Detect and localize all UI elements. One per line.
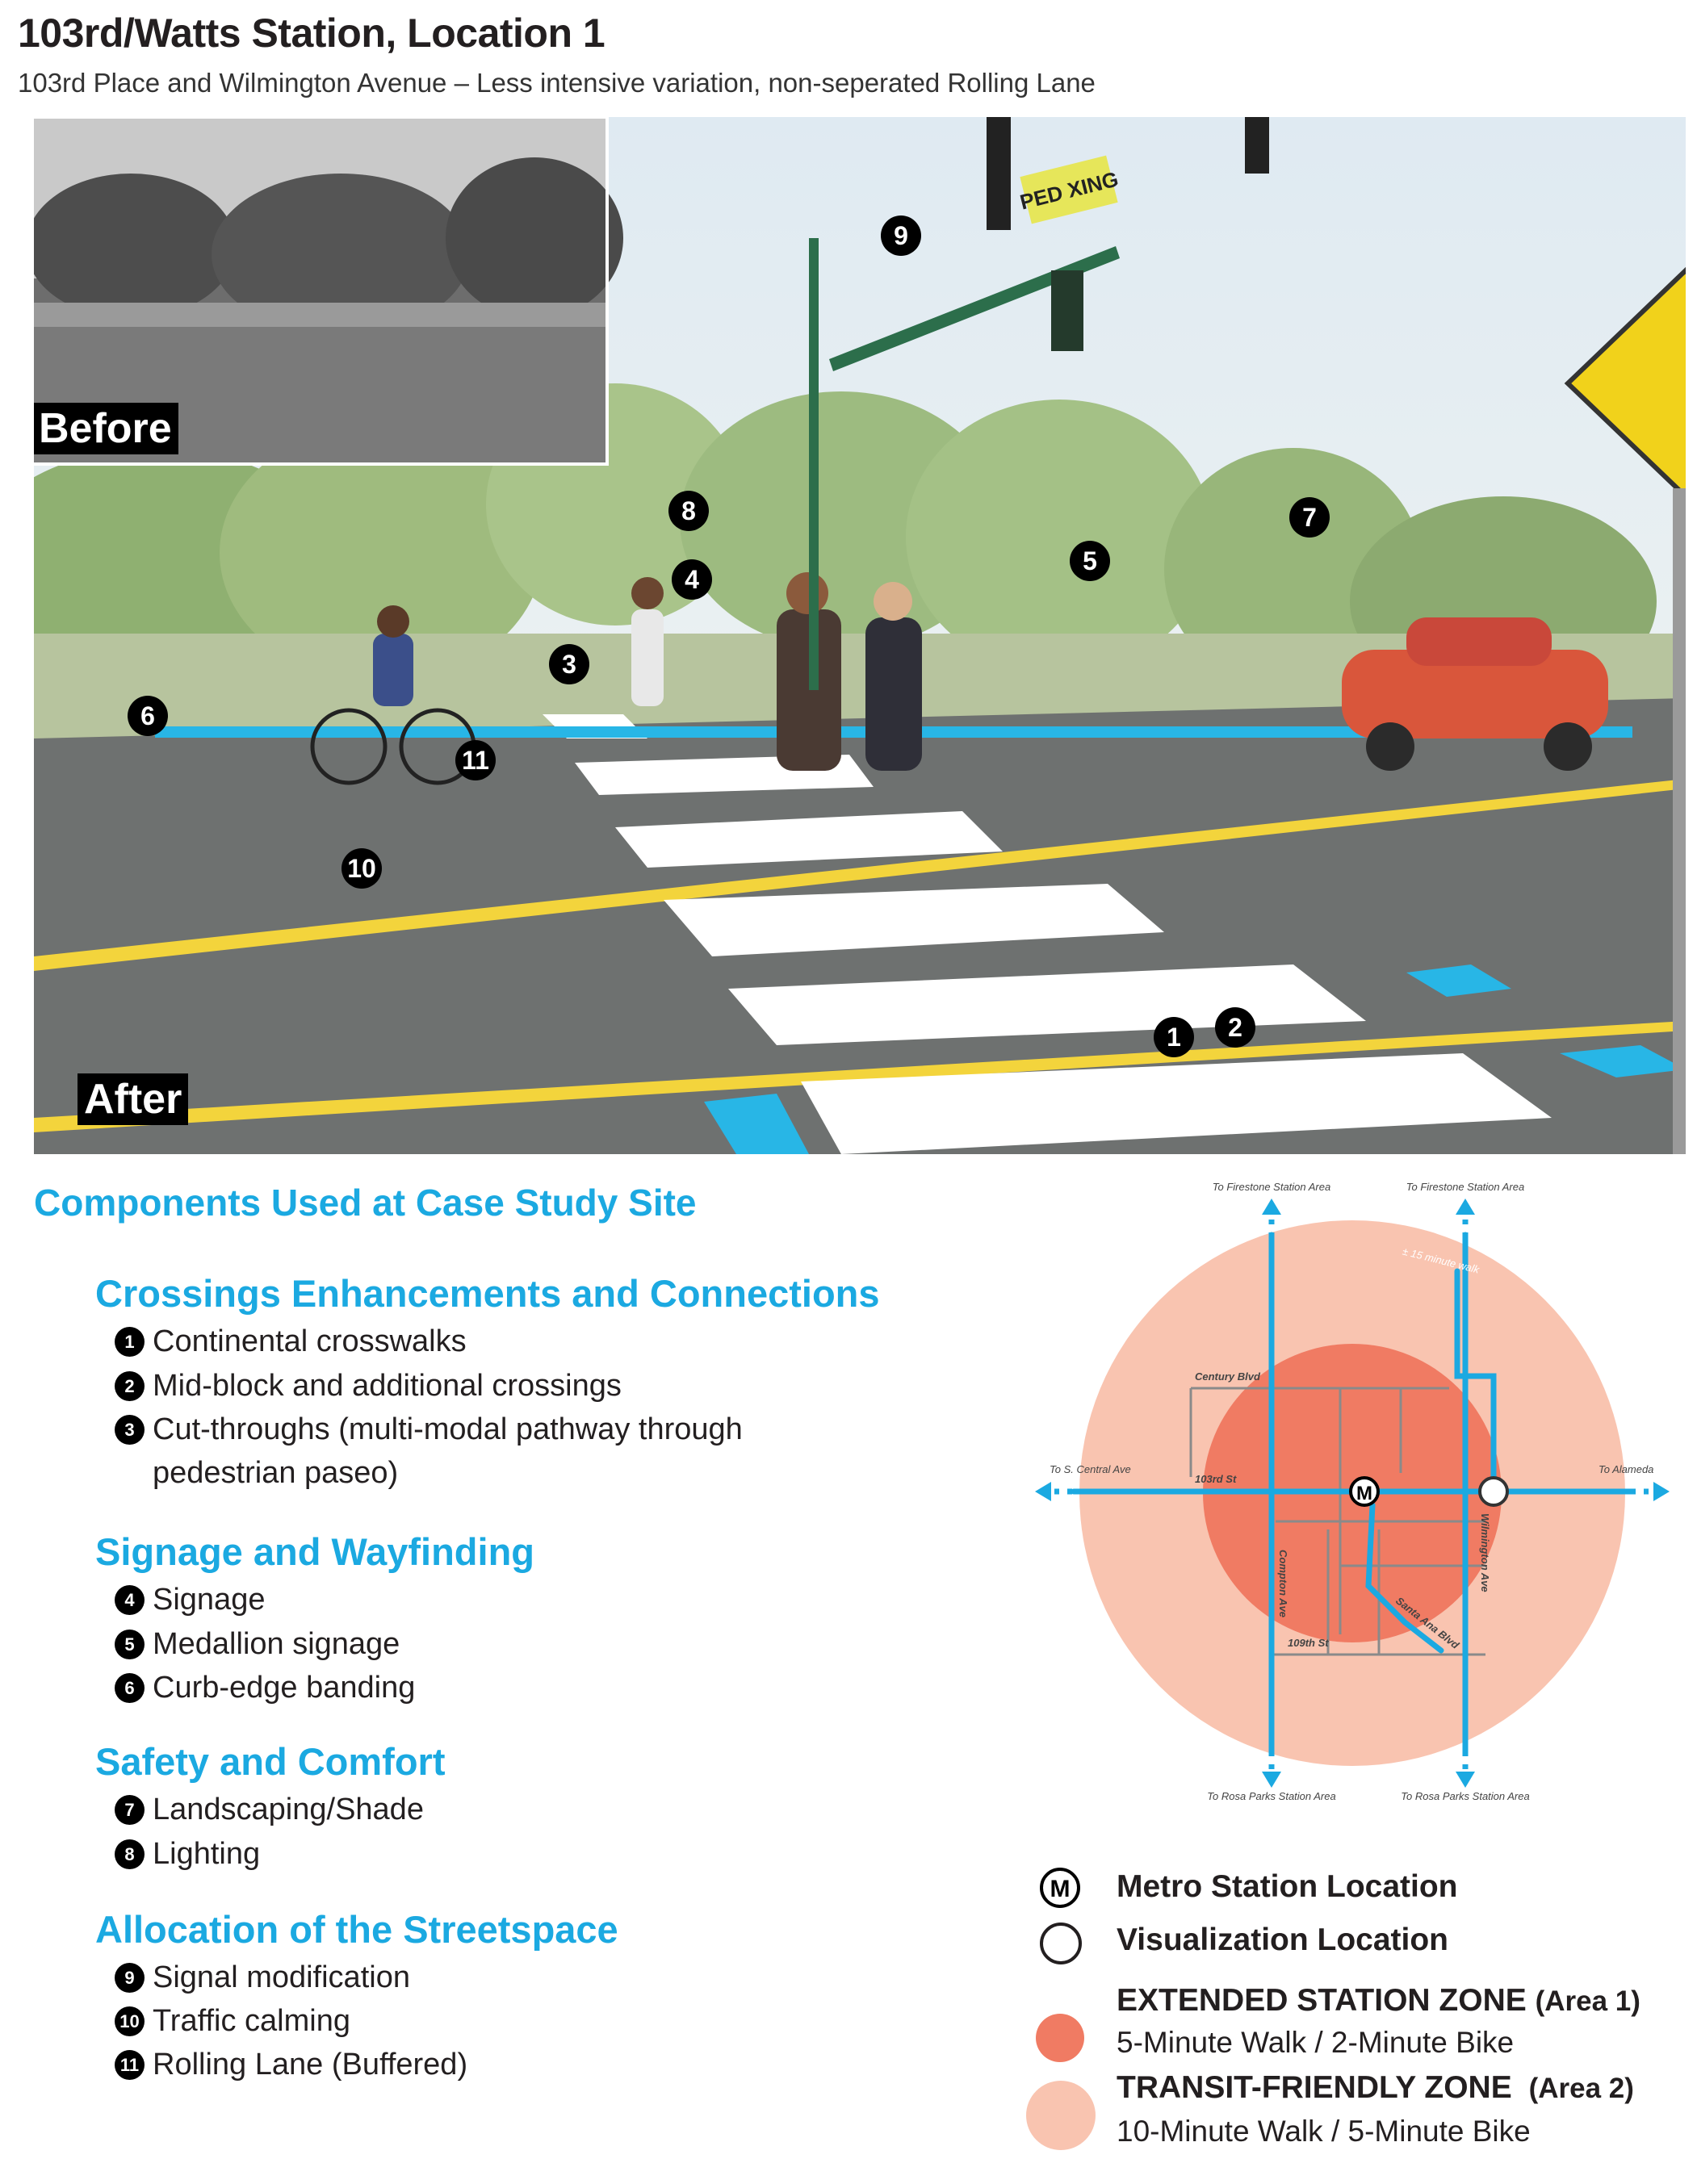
- item-text: Traffic calming: [153, 2004, 350, 2038]
- marker-6: 6: [128, 696, 168, 736]
- number-badge: 5: [115, 1630, 145, 1659]
- visualization-marker: [1480, 1478, 1507, 1505]
- street-scene: [34, 117, 1686, 1154]
- svg-text:Wilmington Ave: Wilmington Ave: [1479, 1513, 1491, 1592]
- transit-title-text: TRANSIT-FRIENDLY ZONE: [1117, 2070, 1512, 2105]
- item-text: Signal modification: [153, 1960, 410, 1994]
- list-item: [115, 2043, 841, 2086]
- number-badge: 7: [115, 1795, 145, 1825]
- visualization-legend-icon: [1040, 1923, 1082, 1964]
- svg-text:M: M: [1050, 1876, 1071, 1902]
- item-text: Signage: [153, 1583, 266, 1617]
- page-title: 103rd/Watts Station, Location 1: [18, 10, 605, 56]
- marker-9: 9: [881, 215, 921, 256]
- item-text: Landscaping/Shade: [153, 1793, 424, 1826]
- list-item: [115, 1788, 841, 1831]
- svg-text:To S. Central Ave: To S. Central Ave: [1050, 1463, 1131, 1475]
- list-item: [115, 1999, 841, 2043]
- svg-text:M: M: [1356, 1483, 1372, 1504]
- section-title-allocation: Allocation of the Streetspace: [95, 1908, 618, 1951]
- legend-extended-title: [1117, 1983, 1640, 2019]
- after-illustration: [34, 117, 1686, 1154]
- list-item: [115, 1578, 841, 1621]
- station-area-map: [1033, 1182, 1671, 1804]
- number-badge: 4: [115, 1585, 145, 1615]
- components-heading: Components Used at Case Study Site: [34, 1182, 697, 1224]
- extended-area-text: (Area 1): [1535, 1985, 1640, 2017]
- list-item: [115, 1666, 841, 1709]
- section-title-signage: Signage and Wayfinding: [95, 1530, 534, 1573]
- list-item: [115, 1320, 841, 1363]
- transit-zone-swatch: [1026, 2081, 1096, 2150]
- svg-text:103rd St: 103rd St: [1195, 1473, 1237, 1485]
- after-label: After: [78, 1073, 188, 1125]
- page-subtitle: 103rd Place and Wilmington Avenue – Less intensive variation, non-seperated Rolling Lane: [18, 68, 1096, 98]
- legend-transit-sub: 10-Minute Walk / 5-Minute Bike: [1117, 2115, 1531, 2148]
- marker-5: 5: [1070, 541, 1110, 581]
- svg-text:Santa Ana Blvd: Santa Ana Blvd: [1393, 1594, 1462, 1651]
- marker-1: 1: [1154, 1017, 1194, 1057]
- svg-text:Compton Ave: Compton Ave: [1277, 1550, 1289, 1618]
- item-text: Cut-throughs (multi-modal pathway through pedestrian paseo): [153, 1412, 743, 1490]
- metro-legend-icon: [1040, 1868, 1080, 1908]
- marker-3: 3: [549, 644, 589, 684]
- legend-transit-title: [1117, 2070, 1634, 2106]
- map-graphic: [1033, 1182, 1671, 1804]
- item-text: Continental crosswalks: [153, 1324, 467, 1358]
- svg-text:PED XING: PED XING: [1017, 166, 1121, 215]
- list-item: [115, 1622, 841, 1666]
- number-badge: 8: [115, 1839, 145, 1869]
- number-badge: 10: [115, 2006, 145, 2036]
- section-title-crossings: Crossings Enhancements and Connections: [95, 1272, 880, 1315]
- legend-visualization-label: Visualization Location: [1117, 1923, 1449, 1957]
- before-label: Before: [34, 403, 178, 454]
- legend-metro-label: Metro Station Location: [1117, 1869, 1458, 1904]
- legend-extended-sub: 5-Minute Walk / 2-Minute Bike: [1117, 2026, 1515, 2059]
- item-text: Curb-edge banding: [153, 1671, 416, 1705]
- list-item: [115, 1832, 841, 1876]
- marker-11: 11: [455, 740, 496, 780]
- svg-text:To Firestone Station Area: To Firestone Station Area: [1212, 1182, 1331, 1193]
- list-item: [115, 1956, 841, 1999]
- marker-4: 4: [672, 559, 712, 600]
- marker-10: 10: [341, 848, 382, 889]
- item-text: Lighting: [153, 1837, 261, 1871]
- item-text: Mid-block and additional crossings: [153, 1369, 622, 1403]
- svg-text:To Rosa Parks Station Area: To Rosa Parks Station Area: [1207, 1790, 1336, 1802]
- transit-area-text: (Area 2): [1528, 2073, 1634, 2104]
- number-badge: 1: [115, 1327, 145, 1357]
- svg-text:± 15 minute walk: ± 15 minute walk: [1401, 1245, 1481, 1276]
- extended-title-text: EXTENDED STATION ZONE: [1117, 1983, 1527, 2018]
- marker-7: 7: [1289, 497, 1330, 538]
- number-badge: 2: [115, 1371, 145, 1401]
- svg-text:To Firestone Station Area: To Firestone Station Area: [1406, 1182, 1525, 1193]
- svg-text:Century Blvd: Century Blvd: [1195, 1370, 1260, 1383]
- list-item: [115, 1408, 809, 1495]
- number-badge: 9: [115, 1963, 145, 1993]
- svg-text:To Alameda: To Alameda: [1599, 1463, 1654, 1475]
- number-badge: 6: [115, 1673, 145, 1703]
- extended-zone-swatch: [1036, 2014, 1084, 2062]
- marker-8: 8: [668, 491, 709, 531]
- svg-text:To Rosa Parks Station Area: To Rosa Parks Station Area: [1401, 1790, 1530, 1802]
- item-text: Medallion signage: [153, 1627, 400, 1661]
- list-item: [115, 1364, 841, 1408]
- section-title-safety: Safety and Comfort: [95, 1740, 446, 1783]
- marker-2: 2: [1215, 1007, 1255, 1048]
- svg-text:109th St: 109th St: [1288, 1637, 1329, 1649]
- item-text: Rolling Lane (Buffered): [153, 2048, 468, 2081]
- number-badge: 11: [115, 2050, 145, 2080]
- number-badge: 3: [115, 1415, 145, 1445]
